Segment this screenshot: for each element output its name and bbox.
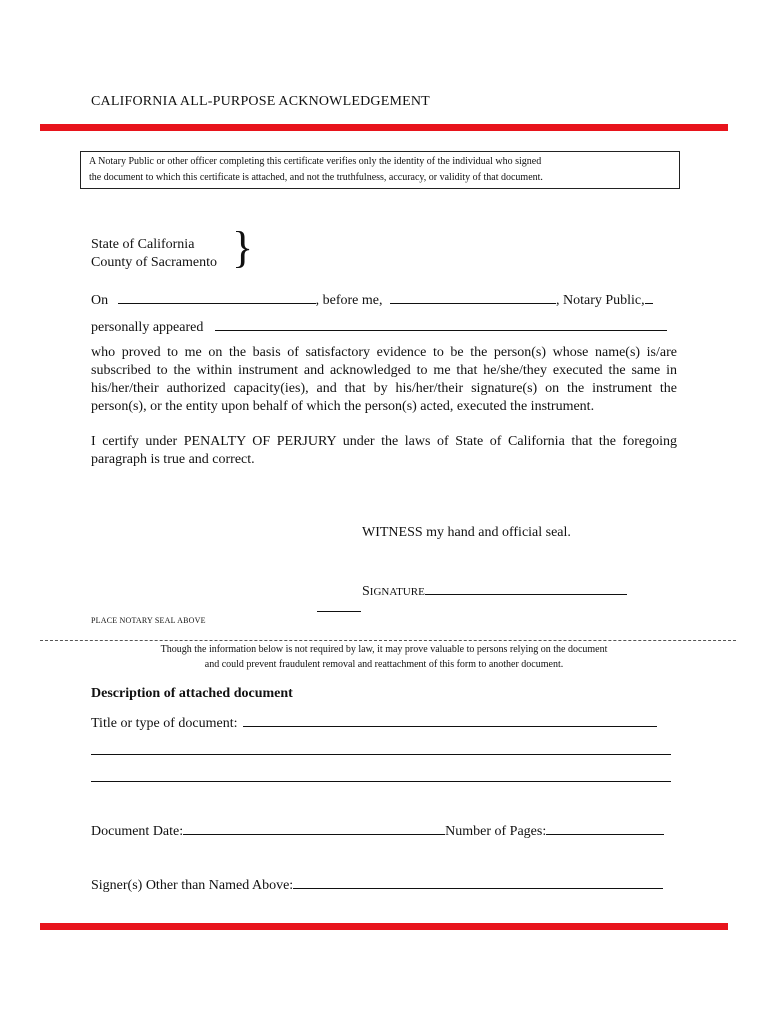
venue-block	[91, 236, 217, 272]
document-date-line	[91, 821, 664, 840]
signers-line	[91, 875, 663, 894]
on-date-line	[91, 290, 653, 309]
witness-statement: WITNESS my hand and official seal.	[362, 525, 571, 540]
signature-label-cap: S	[362, 584, 370, 599]
signature-field[interactable]	[425, 581, 627, 595]
signature-label-rest: IGNATURE	[369, 586, 425, 598]
title-type-line	[91, 713, 657, 732]
before-me-label: , before me,	[315, 293, 383, 308]
number-of-pages-label: Number of Pages:	[445, 824, 547, 839]
optional-note-line-2: and could prevent fraudulent removal and reattachment of this form to another document.	[204, 659, 564, 670]
document-date-field[interactable]	[183, 821, 445, 835]
notary-public-tail	[645, 290, 653, 304]
personally-appeared-line	[91, 317, 667, 336]
signature-line	[362, 581, 627, 600]
on-date-field[interactable]	[118, 290, 316, 304]
on-label: On	[91, 293, 109, 308]
notice-line-1: A Notary Public or other officer completing this certificate verifies only the identity of the individual who signed	[89, 156, 542, 167]
number-of-pages-field[interactable]	[546, 821, 664, 835]
signers-label: Signer(s) Other than Named Above:	[91, 878, 294, 893]
title-type-extra-line-1[interactable]	[91, 754, 671, 755]
notary-public-label: , Notary Public,	[555, 293, 645, 308]
description-heading: Description of attached document	[91, 686, 293, 701]
optional-note-line-1: Though the information below is not required by law, it may prove valuable to persons relying on the document	[160, 644, 608, 655]
notice-box	[80, 151, 680, 189]
top-red-bar	[40, 124, 728, 131]
signer-name-field[interactable]	[215, 317, 667, 331]
bottom-red-bar	[40, 923, 728, 930]
personally-appeared-label: personally appeared	[91, 320, 204, 335]
officer-name-field[interactable]	[390, 290, 556, 304]
county-label: County of Sacramento	[91, 255, 217, 270]
title-type-extra-line-2[interactable]	[91, 781, 671, 782]
notice-line-2: the document to which this certificate is attached, and not the truthfulness, accuracy, or validity of that document.	[89, 172, 543, 183]
certify-paragraph: I certify under PENALTY OF PERJURY under the laws of State of California that the foregoing paragraph is true and correct.	[91, 434, 677, 467]
proved-paragraph: who proved to me on the basis of satisfactory evidence to be the person(s) whose name(s) is/are subscribed to the within instrument and acknowledged to me that he/she/they executed the same in his/her/their authorized capacity(ies), and that by his/her/their signature(s) on the instrument the person(s), or the entity upon behalf of which the person(s) acted, executed the instrument.	[91, 345, 677, 414]
form-title: CALIFORNIA ALL-PURPOSE ACKNOWLEDGEMENT	[91, 94, 430, 109]
optional-info-note	[96, 642, 672, 672]
seal-label: PLACE NOTARY SEAL ABOVE	[91, 616, 206, 625]
venue-brace: }	[232, 223, 254, 272]
signers-field[interactable]	[293, 875, 663, 889]
cut-line-divider	[40, 640, 736, 641]
state-label: State of California	[91, 237, 195, 252]
title-type-field[interactable]	[243, 713, 657, 727]
title-type-label: Title or type of document:	[91, 716, 238, 731]
seal-short-line	[317, 611, 361, 612]
document-date-label: Document Date:	[91, 824, 184, 839]
